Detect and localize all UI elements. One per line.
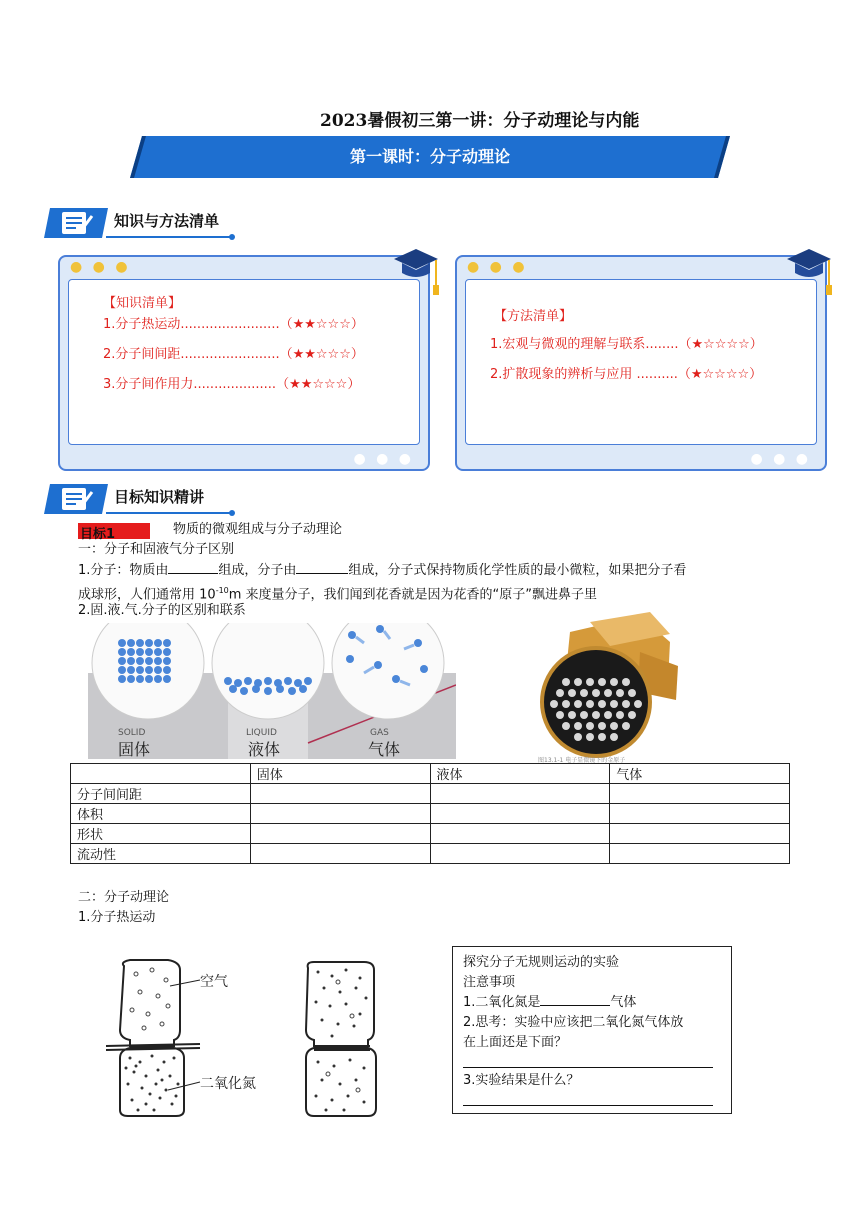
table-row-label: 分子间间距 [71, 784, 251, 804]
table-row-label: 流动性 [71, 844, 251, 864]
knowledge-panel [58, 255, 430, 471]
photo-caption: 图13.1-1 电子显微镜下的金原子 [538, 757, 626, 764]
part1-paragraph: 1.分子：物质由 组成，分子由 组成，分子式保持物质化学性质的最小微粒，如果把分子看 成球形，人们通常用 $10^{-10}m$ 来度量分子，我们闻到花香就是因为花香的“原子”飘进鼻子里 [78, 563, 687, 603]
lesson-banner [130, 136, 730, 178]
table-header-row [71, 764, 790, 784]
table-row [71, 804, 790, 824]
gold-atoms-photo [530, 612, 680, 768]
window-dots-icon: ● ● ● [353, 451, 414, 467]
methods-item: 2.扩散现象的辨析与应用 ..........（★☆☆☆☆） [490, 367, 763, 382]
section-header-checklist [36, 204, 246, 240]
section-title: 目标知识精讲 [114, 488, 205, 506]
state-label-zh: 气体 [368, 740, 401, 759]
notes-title: 探究分子无规则运动的实验 [463, 955, 620, 970]
answer-line [463, 1067, 713, 1068]
window-dots-icon: ● ● ● [70, 259, 131, 275]
state-label-en: SOLID [118, 728, 146, 738]
graduation-cap-icon [392, 247, 440, 303]
table-cell [430, 844, 610, 864]
section-header-target [36, 480, 246, 516]
experiment-notes-box [452, 946, 732, 1114]
state-label-en: GAS [370, 728, 389, 738]
notes-question-2: 2.思考：实验中应该把二氧化氮气体放 [463, 1015, 684, 1030]
answer-line [463, 1105, 713, 1106]
notes-question-3: 3.实验结果是什么？ [463, 1073, 580, 1088]
table-cell [430, 804, 610, 824]
table-header-cell: 液体 [430, 764, 610, 784]
part2-heading: 二：分子动理论 [78, 890, 170, 905]
window-dots-icon: ● ● ● [750, 451, 811, 467]
diffusion-experiment-diagram [100, 958, 400, 1118]
table-row [71, 784, 790, 804]
table-header-cell [71, 764, 251, 784]
table-row-label: 体积 [71, 804, 251, 824]
states-comparison-table [70, 763, 790, 864]
document-title: 2023暑假初三第一讲：分子动理论与内能 [320, 111, 640, 131]
table-cell [250, 824, 430, 844]
notes-question-1: 1.二氧化氮是 气体 [463, 995, 637, 1010]
knowledge-panel-body [68, 279, 420, 445]
target-tag: 目标1 [78, 523, 150, 539]
table-cell [430, 824, 610, 844]
lesson-banner-text: 第一课时：分子动理论 [349, 147, 510, 166]
state-label-zh: 液体 [248, 740, 281, 759]
graduation-cap-icon [785, 247, 833, 303]
notes-question-2-cont: 在上面还是下面？ [463, 1035, 568, 1050]
knowledge-list-title: 【知识清单】 [103, 296, 182, 311]
methods-panel [455, 255, 827, 471]
table-cell [610, 844, 790, 864]
diagram-label-air: 空气 [200, 974, 228, 990]
table-cell [610, 804, 790, 824]
table-header-cell: 气体 [610, 764, 790, 784]
section-title: 知识与方法清单 [114, 212, 220, 230]
table-cell [250, 844, 430, 864]
table-row-label: 形状 [71, 824, 251, 844]
window-dots-icon: ● ● ● [467, 259, 528, 275]
table-cell [610, 784, 790, 804]
state-label-en: LIQUID [246, 728, 277, 738]
table-row [71, 824, 790, 844]
part2-subheading: 1.分子热运动 [78, 910, 156, 925]
methods-panel-body [465, 279, 817, 445]
knowledge-item: 3.分子间作用力....................（★★☆☆☆） [103, 377, 361, 392]
knowledge-item: 2.分子间间距........................（★★☆☆☆） [103, 347, 364, 362]
notes-subtitle: 注意事项 [463, 975, 516, 990]
states-of-matter-illustration [88, 623, 456, 759]
table-cell [250, 784, 430, 804]
table-cell [430, 784, 610, 804]
state-label-zh: 固体 [118, 740, 151, 759]
table-cell [610, 824, 790, 844]
part1-subheading: 2.固.液.气.分子的区别和联系 [78, 603, 246, 618]
table-row [71, 844, 790, 864]
diagram-label-no2: 二氧化氮 [200, 1076, 256, 1092]
table-header-cell: 固体 [250, 764, 430, 784]
part1-heading: 一：分子和固液气分子区别 [78, 542, 235, 557]
knowledge-item: 1.分子热运动........................（★★☆☆☆） [103, 317, 364, 332]
target-title: 物质的微观组成与分子动理论 [173, 522, 343, 537]
table-cell [250, 804, 430, 824]
methods-list-title: 【方法清单】 [494, 309, 573, 324]
methods-item: 1.宏观与微观的理解与联系........（★☆☆☆☆） [490, 337, 763, 352]
